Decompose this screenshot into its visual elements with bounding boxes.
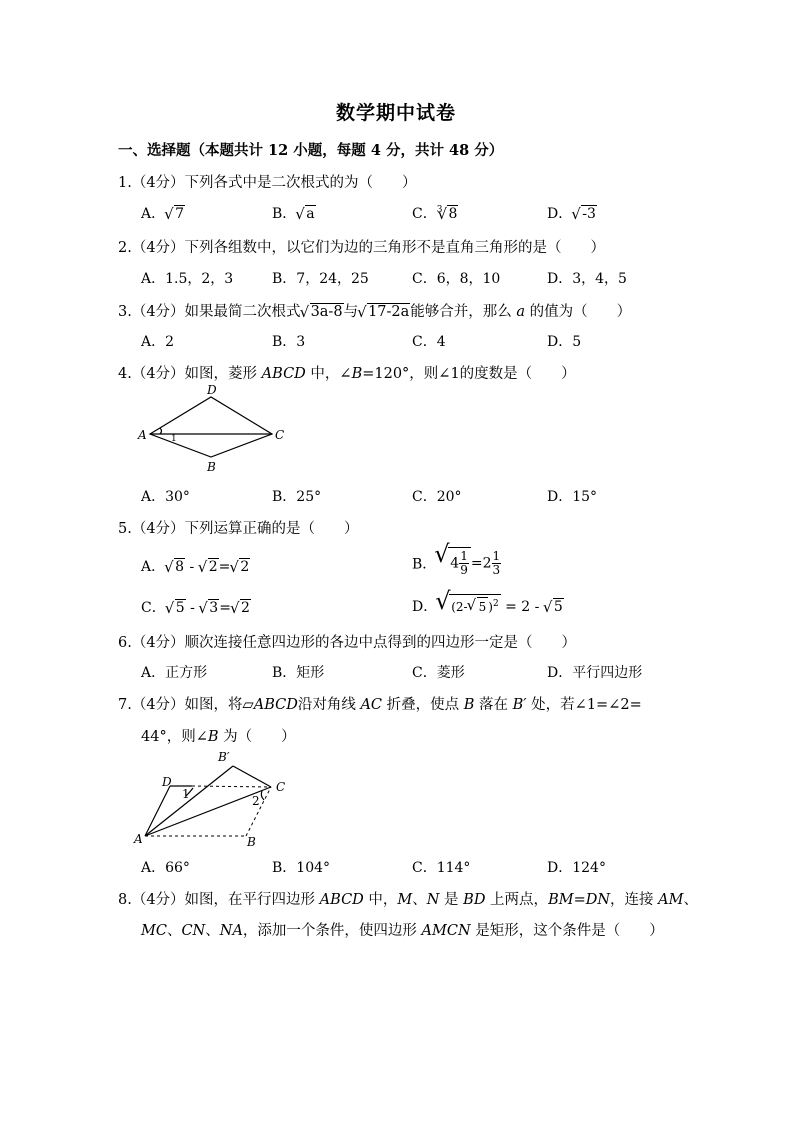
- q4-option-c[interactable]: C．20°: [412, 489, 462, 505]
- q5-option-a[interactable]: A．√ 8 - √ 2=√ 2: [141, 556, 250, 576]
- q6-option-b[interactable]: B．矩形: [272, 665, 325, 681]
- q3-option-c[interactable]: C．4: [412, 334, 446, 350]
- q3-option-b[interactable]: B．3: [272, 334, 306, 350]
- q6-option-d[interactable]: D．平行四边形: [547, 665, 643, 681]
- section-heading: 一、选择题（本题共计 12 小题，每题 4 分，共计 48 分）: [118, 142, 504, 159]
- q6-option-a[interactable]: A．正方形: [141, 665, 208, 681]
- q4-option-a[interactable]: A．30°: [141, 489, 190, 505]
- question-7-stem-line-1: 7.（4分）如图，将▱ABCD沿对角线 AC 折叠，使点 B 落在 B′ 处，若∠1=∠2=: [118, 697, 642, 713]
- label-c: C: [276, 780, 286, 794]
- angle-1-arc: [160, 428, 162, 434]
- rhombus-figure: [130, 384, 300, 476]
- label-b-prime: B′: [218, 750, 230, 764]
- segment-ad: [145, 786, 170, 836]
- segment-ab-prime: [145, 766, 233, 836]
- radical: √ a: [296, 206, 315, 222]
- q2-option-b[interactable]: B．7，24，25: [272, 271, 369, 287]
- label-angle-2: 2: [252, 794, 260, 808]
- label-a: A: [138, 428, 147, 442]
- radical: √ 2: [199, 559, 219, 575]
- label-d: D: [162, 775, 172, 789]
- label-angle-1: 1: [171, 434, 177, 444]
- segment-b-prime-c: [233, 766, 271, 787]
- radical: √ 5: [166, 600, 186, 616]
- question-5-stem: 5.（4分）下列运算正确的是（ ）: [118, 521, 359, 537]
- q1-option-a[interactable]: A．√ 7: [141, 203, 185, 223]
- radical: √ 8: [165, 559, 185, 575]
- question-7-stem-line-2: 44°，则∠B 为（ ）: [141, 729, 296, 745]
- q3-option-d[interactable]: D．5: [547, 334, 582, 350]
- radical: √ 5: [544, 599, 564, 615]
- cube-root: √ 8: [438, 206, 458, 222]
- radical: √ 2: [230, 559, 250, 575]
- q7-option-a[interactable]: A．66°: [141, 860, 190, 876]
- radical: √ (2-√ 5 )$^2$: [437, 594, 500, 615]
- label-c: C: [275, 428, 285, 442]
- label-angle-1: 1: [182, 787, 190, 801]
- rhombus-abcd: [150, 397, 272, 457]
- q1-option-d[interactable]: D．√ -3: [547, 203, 597, 223]
- label-d: D: [207, 384, 217, 397]
- question-4-stem: 4.（4分）如图，菱形 ABCD 中，∠B=120°，则∠1的度数是（ ）: [118, 366, 576, 382]
- dashed-dc: [192, 786, 271, 787]
- question-8-stem-line-2: MC、CN、NA，添加一个条件，使四边形 AMCN 是矩形，这个条件是（ ）: [141, 923, 664, 939]
- q2-option-d[interactable]: D．3，4，5: [547, 271, 627, 287]
- q1-option-c[interactable]: C．$^3$√ 8: [412, 203, 458, 223]
- q7-option-d[interactable]: D．124°: [547, 860, 606, 876]
- q5-option-d[interactable]: D．√ (2-√ 5 )$^2$ = 2 - √ 5: [412, 594, 564, 616]
- q5-option-c[interactable]: C．√ 5 - √ 3=√ 2: [141, 597, 251, 617]
- q1-option-b[interactable]: B．√ a: [272, 203, 316, 223]
- label-b: B: [247, 835, 256, 849]
- q2-option-a[interactable]: A．1.5，2，3: [141, 271, 234, 287]
- question-8-stem-line-1: 8.（4分）如图，在平行四边形 ABCD 中，M、N 是 BD 上两点，BM=DN，连接 AM、: [118, 892, 698, 908]
- angle-2-arc: [261, 791, 264, 800]
- q4-option-d[interactable]: D．15°: [547, 489, 598, 505]
- radical: √ 4 $\frac{1}{9}$: [436, 547, 471, 577]
- page-title: 数学期中试卷: [336, 102, 457, 124]
- radical: √ 7: [165, 206, 185, 222]
- question-1-stem: 1.（4分）下列各式中是二次根式的为（ ）: [118, 175, 417, 191]
- question-6-stem: 6.（4分）顺次连接任意四边形的各边中点得到的四边形一定是（ ）: [118, 635, 577, 651]
- q7-option-c[interactable]: C．114°: [412, 860, 471, 876]
- q5-option-b[interactable]: B．√ 4 $\frac{1}{9}$ =2 $\frac{1}{3}$: [412, 547, 501, 577]
- radical: √ 3a-8: [301, 304, 344, 320]
- fold-figure: [130, 748, 300, 850]
- label-a: A: [134, 832, 143, 846]
- q6-option-c[interactable]: C．菱形: [412, 665, 465, 681]
- radical: √ -3: [572, 206, 597, 222]
- radical: √ 2: [231, 600, 251, 616]
- q4-option-b[interactable]: B．25°: [272, 489, 322, 505]
- question-2-stem: 2.（4分）下列各组数中，以它们为边的三角形不是直角三角形的是（ ）: [118, 240, 606, 256]
- q7-option-b[interactable]: B．104°: [272, 860, 331, 876]
- radical: √ 17-2a: [358, 304, 410, 320]
- label-b: B: [207, 460, 216, 474]
- radical: √ 3: [199, 600, 219, 616]
- question-3-stem: 3.（4分）如果最简二次根式√ 3a-8与√ 17-2a能够合并，那么 a 的值为（ ）: [118, 300, 631, 321]
- q3-option-a[interactable]: A．2: [141, 334, 175, 350]
- q2-option-c[interactable]: C．6，8，10: [412, 271, 501, 287]
